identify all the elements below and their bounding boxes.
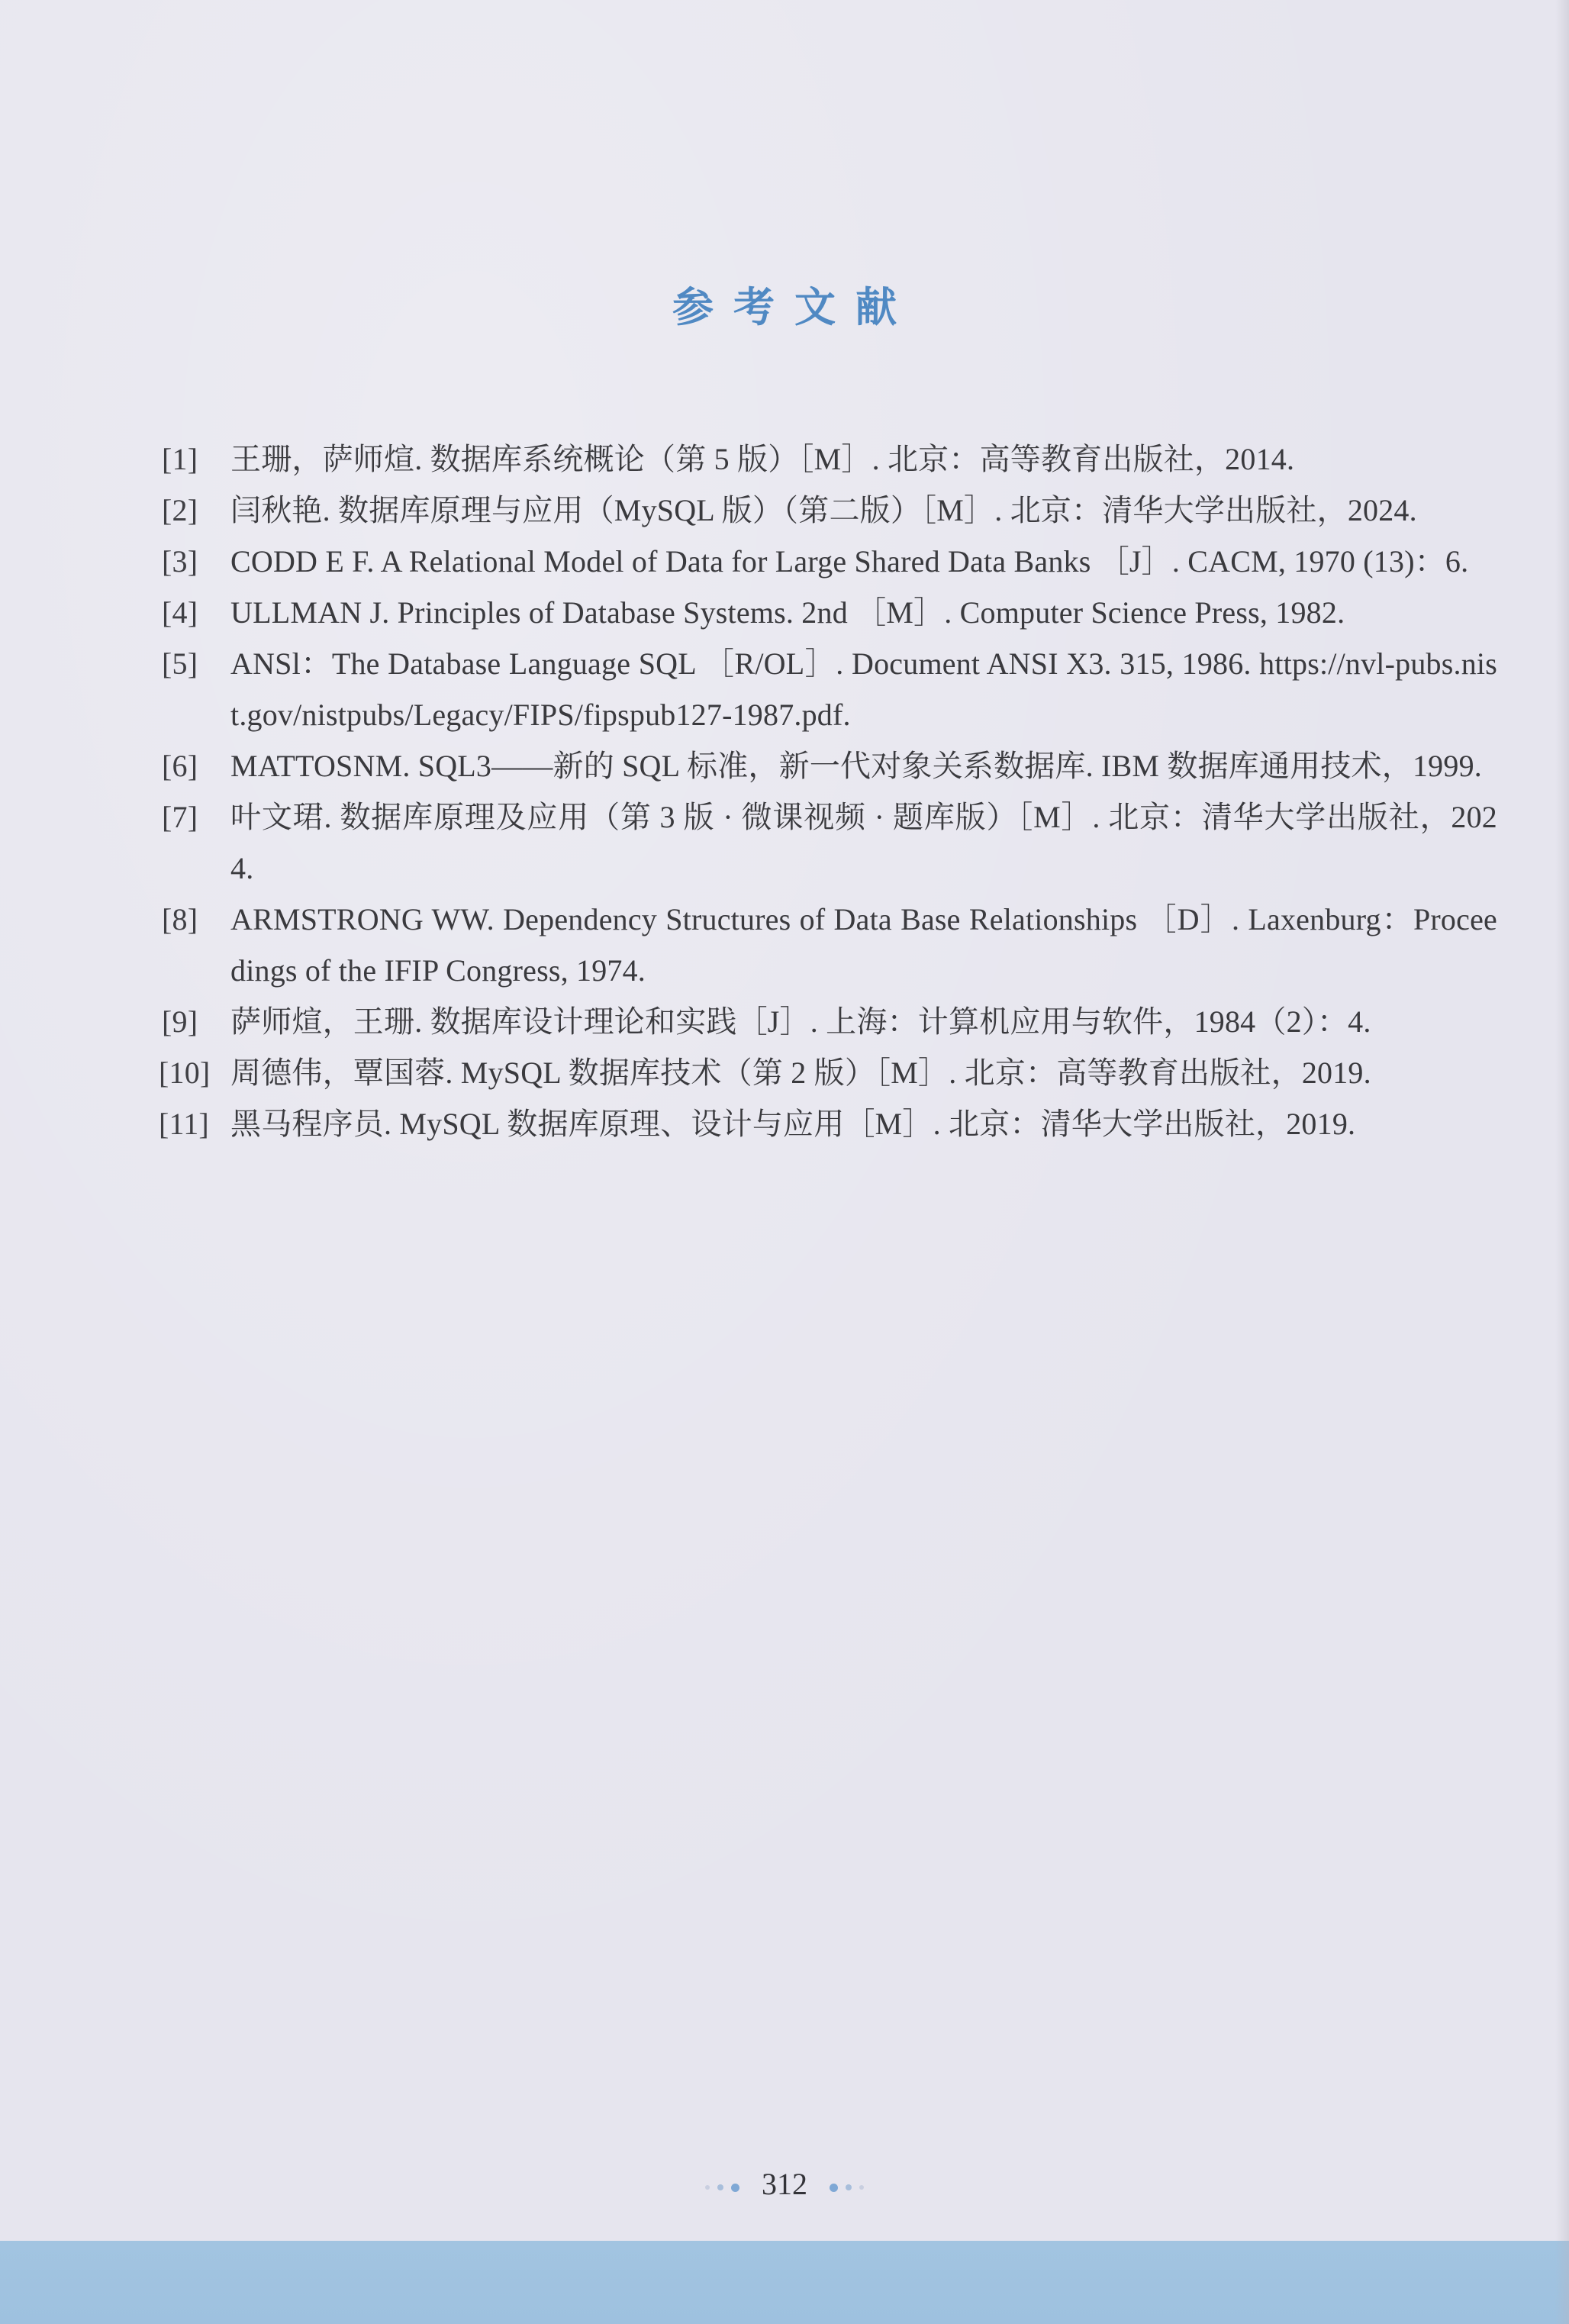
reference-item	[162, 587, 1497, 638]
reference-item	[162, 536, 1497, 587]
reference-item	[162, 485, 1497, 536]
reference-item	[159, 1098, 1497, 1149]
reference-text: ARMSTRONG WW. Dependency Structures of Data Base Relationships ［D］. Laxenburg：Proceedings of the IFIP Congress, 1974.	[230, 902, 1497, 988]
reference-text: ANSl：The Database Language SQL ［R/OL］. Document ANSI X3. 315, 1986. https://nvl-pubs.nist.gov/nistpubs/Legacy/FIPS/fipspub127-1987.pdf.	[230, 646, 1497, 732]
page-number-footer	[0, 2166, 1569, 2205]
reference-number: [1]	[162, 442, 198, 476]
reference-item	[162, 894, 1497, 996]
reference-text: MATTOSNM. SQL3——新的 SQL 标准，新一代对象关系数据库. IBM 数据库通用技术，1999.	[230, 749, 1482, 783]
reference-number: [3]	[162, 544, 198, 579]
reference-item	[162, 434, 1497, 485]
reference-number: [6]	[162, 749, 198, 783]
reference-item	[159, 1047, 1497, 1098]
reference-item	[162, 791, 1497, 894]
reference-item	[162, 740, 1497, 791]
reference-list	[159, 434, 1497, 1149]
page-edge-shadow	[1555, 0, 1569, 2324]
page-number: 312	[762, 2167, 807, 2201]
footer-color-band	[0, 2241, 1569, 2324]
reference-number: [9]	[162, 1004, 198, 1039]
reference-item	[162, 638, 1497, 740]
reference-number: [11]	[159, 1107, 209, 1141]
reference-number: [2]	[162, 493, 198, 527]
reference-number: [8]	[162, 902, 198, 936]
reference-number: [4]	[162, 595, 198, 630]
decorative-dots-right-icon	[826, 2166, 868, 2202]
reference-number: [5]	[162, 646, 198, 681]
page-title: 参考文献	[672, 283, 917, 331]
reference-text: 闫秋艳. 数据库原理与应用（MySQL 版）（第二版）［M］. 北京：清华大学出版社，2024.	[230, 493, 1417, 527]
reference-text: 萨师煊，王珊. 数据库设计理论和实践［J］. 上海：计算机应用与软件，1984（2）：4.	[230, 1004, 1371, 1039]
reference-text: ULLMAN J. Principles of Database Systems. 2nd ［M］. Computer Science Press, 1982.	[230, 595, 1345, 630]
reference-number: [7]	[162, 800, 198, 834]
reference-text: 叶文珺. 数据库原理及应用（第 3 版 · 微课视频 · 题库版）［M］. 北京：清华大学出版社，2024.	[230, 800, 1497, 885]
reference-text: 周德伟，覃国蓉. MySQL 数据库技术（第 2 版）［M］. 北京：高等教育出版社，2019.	[230, 1056, 1371, 1090]
decorative-dots-left-icon	[701, 2166, 743, 2202]
reference-number: [10]	[159, 1056, 211, 1090]
reference-item	[162, 996, 1497, 1047]
reference-text: CODD E F. A Relational Model of Data for Large Shared Data Banks ［J］. CACM, 1970 (13)：6.	[230, 544, 1469, 579]
reference-text: 王珊，萨师煊. 数据库系统概论（第 5 版）［M］. 北京：高等教育出版社，2014.	[230, 442, 1295, 476]
reference-text: 黑马程序员. MySQL 数据库原理、设计与应用［M］. 北京：清华大学出版社，2019.	[230, 1107, 1356, 1141]
